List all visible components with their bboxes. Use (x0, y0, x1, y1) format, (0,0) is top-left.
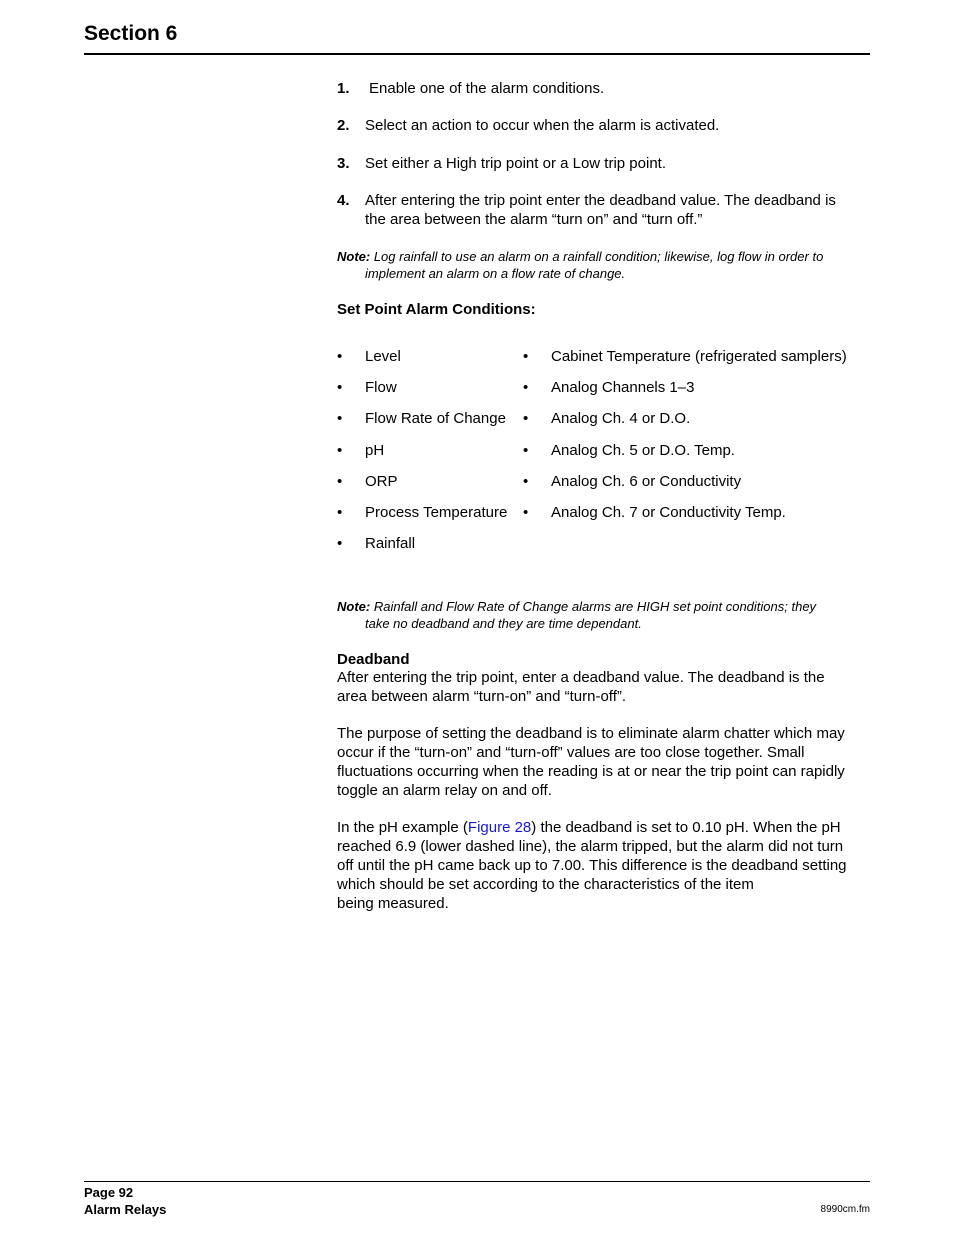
deadband-paragraph-1: After entering the trip point, enter a deadband value. The deadband is the area between alarm “turn-on” and “turn-off”. (337, 669, 825, 705)
condition-flow: • Flow (337, 379, 397, 396)
step-text: Set either a High trip point or a Low trip point. (365, 155, 666, 172)
step-text-line: the area between the alarm “turn on” and “turn off.” (365, 211, 703, 228)
figure-28-link[interactable]: Figure 28 (467, 819, 532, 836)
condition-analog-channels: • Analog Channels 1–3 (523, 379, 695, 396)
step-number: 1. (337, 80, 350, 97)
step-1 (337, 79, 872, 98)
note-text: Log rainfall to use an alarm on a rainfall condition; likewise, log flow in order to (370, 249, 824, 264)
condition-analog-ch4: • Analog Ch. 4 or D.O. (523, 410, 691, 427)
footer-left (84, 1184, 166, 1218)
step-text: Select an action to occur when the alarm is activated. (365, 117, 720, 134)
step-2 (337, 116, 872, 135)
condition-level: • Level (337, 348, 401, 365)
condition-rainfall: • Rainfall (337, 535, 416, 552)
page-number: Page 92 (84, 1185, 134, 1200)
condition-analog-ch6: • Analog Ch. 6 or Conductivity (523, 473, 742, 490)
condition-cabinet-temperature: • Cabinet Temperature (refrigerated samplers) (523, 348, 847, 365)
step-text-line: After entering the trip point enter the deadband value. The deadband is (365, 192, 836, 209)
header-rule (84, 53, 870, 55)
deadband-paragraph-3: In the pH example (Figure 28) the deadband is set to 0.10 pH. When the pH reached 6.9 (lower dashed line), the alarm tripped, but the alarm did not turn off until the pH came back up to 7.00. This difference is the deadband setting which should be set according to the characteristics of the item being measured. (337, 819, 847, 912)
footer-title: Alarm Relays (84, 1202, 167, 1217)
deadband-heading: Deadband (337, 651, 410, 668)
step-number: 3. (337, 155, 350, 172)
condition-analog-ch7: • Analog Ch. 7 or Conductivity Temp. (523, 504, 786, 521)
step-text: Enable one of the alarm conditions. (369, 80, 605, 97)
note-label: Note: (337, 599, 371, 614)
step-number: 4. (337, 192, 350, 209)
condition-analog-ch5: • Analog Ch. 5 or D.O. Temp. (523, 442, 735, 459)
note-text-line: take no deadband and they are time dependant. (365, 616, 642, 631)
note-text: Rainfall and Flow Rate of Change alarms are HIGH set point conditions; they (370, 599, 817, 614)
step-4 (337, 191, 872, 229)
note-text-line: implement an alarm on a flow rate of change. (365, 266, 626, 281)
setpoint-heading: Set Point Alarm Conditions: (337, 301, 536, 318)
section-title: Section 6 (84, 22, 178, 45)
step-3 (337, 154, 872, 173)
deadband-paragraph-2: The purpose of setting the deadband is to eliminate alarm chatter which may occur if the “turn-on” and “turn-off” values are too close together. Small fluctuations occurring when the reading is at or near the trip point can rapidly toggle an alarm relay on and off. (337, 725, 845, 799)
condition-ph: • pH (337, 442, 385, 459)
step-number: 2. (337, 117, 350, 134)
note-high-setpoint (337, 598, 872, 632)
footer-filename: 8990cm.fm (820, 1204, 870, 1215)
condition-orp: • ORP (337, 473, 398, 490)
condition-flow-rate-of-change: • Flow Rate of Change (337, 410, 506, 427)
footer-rule (84, 1181, 870, 1182)
condition-process-temperature: • Process Temperature (337, 504, 508, 521)
note-label: Note: (337, 249, 371, 264)
note-rainfall-logging (337, 248, 872, 282)
